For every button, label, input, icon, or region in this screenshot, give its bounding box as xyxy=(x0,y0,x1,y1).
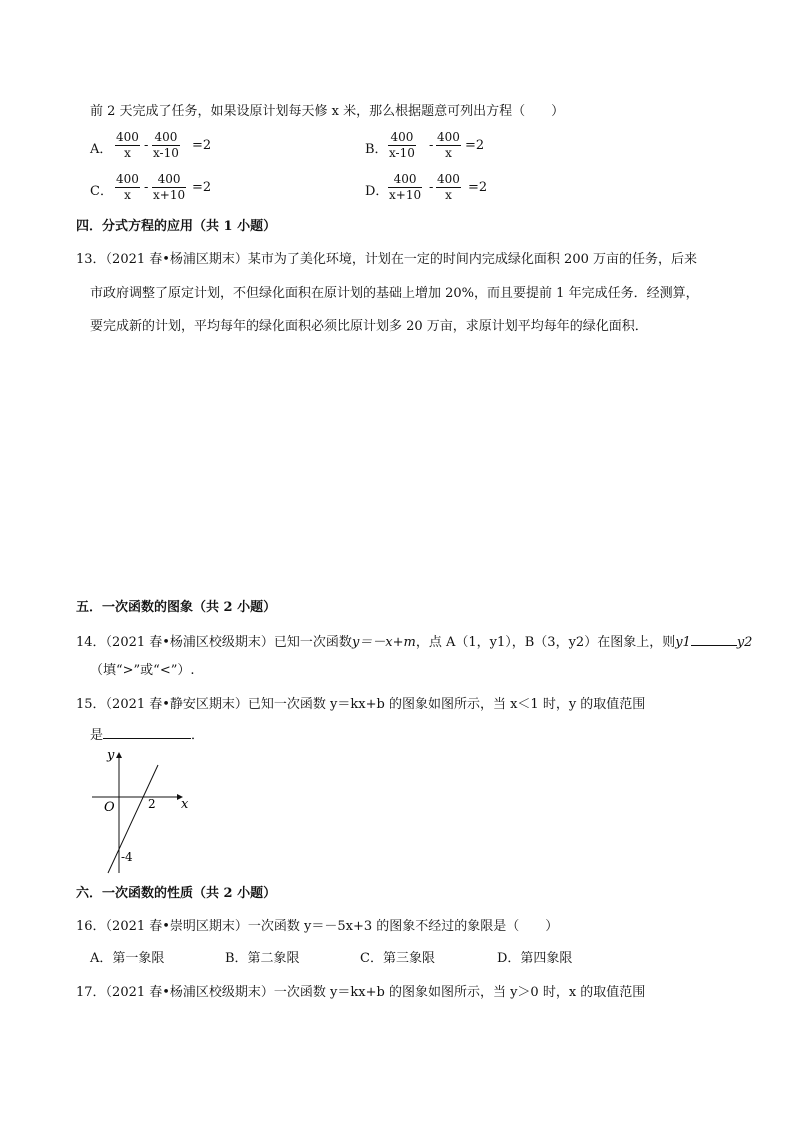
section-heading-6: 六．一次函数的性质（共 2 小题） xyxy=(76,886,277,901)
rhs: =2 xyxy=(465,138,485,153)
operator: - xyxy=(144,180,149,195)
q14-function: y＝－x+m xyxy=(351,635,416,650)
q14-y1: y1 xyxy=(675,635,691,650)
numerator: 400 xyxy=(152,130,180,146)
denominator: x+10 xyxy=(389,188,422,202)
operator: - xyxy=(144,138,149,153)
operator: - xyxy=(429,138,434,153)
q15-line2-suffix: ． xyxy=(191,728,205,743)
numerator: 400 xyxy=(437,130,460,144)
q16-option-c[interactable]: C．第三象限 xyxy=(360,951,435,966)
x-axis-label: x xyxy=(181,797,189,812)
y-intercept-label: -4 xyxy=(121,850,133,864)
function-line xyxy=(108,765,158,873)
fraction xyxy=(436,130,461,161)
section-heading-4: 四．分式方程的应用（共 1 小题） xyxy=(76,219,277,234)
numerator: 400 xyxy=(116,130,139,144)
rhs: =2 xyxy=(468,180,488,195)
q17-stem: 17．（2021 春•杨浦区校级期末）一次函数 y＝kx+b 的图象如图所示，当 y＞0 时，x 的取值范围 xyxy=(76,985,646,1000)
fraction xyxy=(152,130,180,161)
answer-blank[interactable] xyxy=(691,633,737,646)
option-label: C． xyxy=(90,184,113,199)
denominator: x xyxy=(445,146,452,160)
option-label: A． xyxy=(90,142,113,157)
fraction xyxy=(115,130,140,161)
fraction xyxy=(152,172,186,203)
fraction xyxy=(388,130,416,161)
q14-line-1 xyxy=(76,633,752,652)
y-axis-label: y xyxy=(107,748,115,763)
q16-option-b[interactable]: B．第二象限 xyxy=(225,951,300,966)
q15-graph xyxy=(90,745,200,875)
denominator: x+10 xyxy=(153,188,186,202)
q13-line-1: 13．（2021 春•杨浦区期末）某市为了美化环境，计划在一定的时间内完成绿化面积 200 万亩的任务，后来 xyxy=(76,252,698,267)
q16-option-d[interactable]: D．第四象限 xyxy=(497,951,573,966)
numerator: 400 xyxy=(388,130,416,146)
numerator: 400 xyxy=(152,172,186,188)
answer-blank[interactable] xyxy=(103,726,191,739)
numerator: 400 xyxy=(388,172,422,188)
denominator: x xyxy=(445,188,452,202)
section-heading-5: 五．一次函数的图象（共 2 小题） xyxy=(76,600,277,615)
rhs: =2 xyxy=(192,138,212,153)
q12-stem-line: 前 2 天完成了任务，如果设原计划每天修 x 米，那么根据题意可列出方程（ ） xyxy=(90,104,565,119)
q15-line-2 xyxy=(90,726,204,745)
option-label: D． xyxy=(365,184,389,199)
x-intercept-label: 2 xyxy=(148,797,156,811)
q15-line-1: 15．（2021 春•静安区期末）已知一次函数 y＝kx+b 的图象如图所示，当 x＜1 时，y 的取值范围 xyxy=(76,697,646,712)
fraction xyxy=(115,172,140,203)
q13-line-3: 要完成新的计划，平均每年的绿化面积必须比原计划多 20 万亩，求原计划平均每年的绿化面积． xyxy=(90,319,648,334)
fraction xyxy=(388,172,422,203)
denominator: x xyxy=(124,188,131,202)
q13-line-2: 市政府调整了原定计划，不但绿化面积在原计划的基础上增加 20%，而且要提前 1 年完成任务．经测算， xyxy=(90,286,699,301)
q16-option-a[interactable]: A．第一象限 xyxy=(90,951,165,966)
q14-prefix: 14．（2021 春•杨浦区校级期末）已知一次函数 xyxy=(76,635,352,650)
q16-stem: 16．（2021 春•崇明区期末）一次函数 y＝－5x+3 的图象不经过的象限是（ ） xyxy=(76,919,559,934)
origin-label: O xyxy=(104,800,115,815)
fraction xyxy=(436,172,461,203)
denominator: x-10 xyxy=(153,146,179,160)
rhs: =2 xyxy=(192,180,212,195)
q14-line-2: （填“>”或“<”）. xyxy=(90,663,195,678)
denominator: x-10 xyxy=(389,146,415,160)
numerator: 400 xyxy=(437,172,460,186)
q14-mid: ，点 A（1，y1），B（3，y2）在图象上，则 xyxy=(415,635,676,650)
operator: - xyxy=(429,180,434,195)
numerator: 400 xyxy=(116,172,139,186)
q15-line2-prefix: 是 xyxy=(90,728,104,743)
denominator: x xyxy=(124,146,131,160)
q14-y2: y2 xyxy=(736,635,753,650)
option-label: B． xyxy=(365,142,388,157)
